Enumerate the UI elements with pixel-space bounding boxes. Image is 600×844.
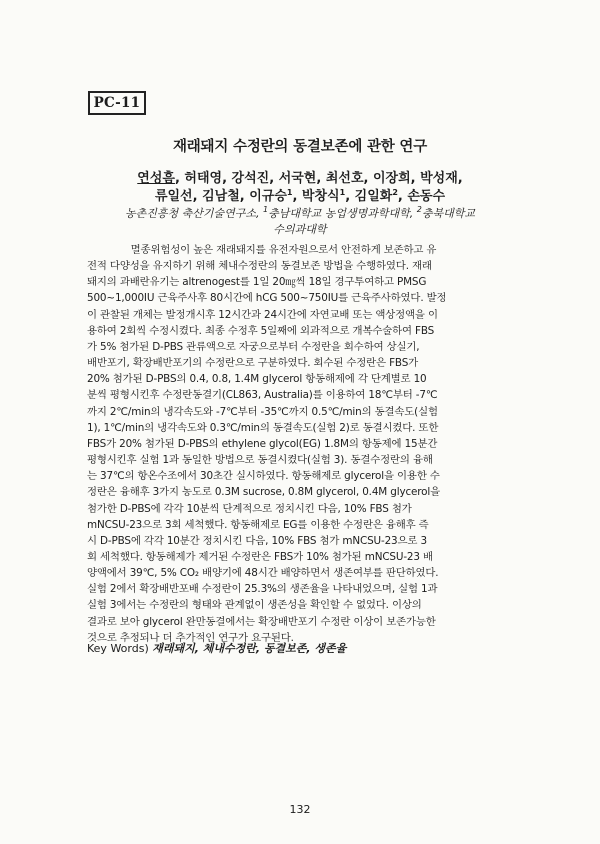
abstract-line: 결과로 보아 glycerol 완만동결에서는 확장배반포기 수정란 이상이 보존가능한 (87, 615, 436, 628)
keywords-terms: 재래돼지, 체내수정란, 동결보존, 생존율 (152, 642, 347, 655)
author-line-2-part-b: , 박창식 (292, 189, 340, 204)
affiliations (0, 206, 600, 238)
abstract-line: 배반포기, 확장배반포기의 수정란으로 구분하였다. 회수된 수정란은 FBS가 (87, 357, 419, 370)
abstract-line: 첨가한 D-PBS에 각각 10분씩 단계적으로 정치시킨 다음, 10% FBS 첨가 (87, 502, 412, 515)
abstract-line: 멸종위험성이 높은 재래돼지를 유전자원으로서 안전하게 보존하고 유 (130, 244, 437, 256)
abstract-line: 실험 3에서는 수정란의 형태와 관계없이 생존성을 확인할 수 없었다. 이상의 (87, 599, 422, 612)
abstract-line: 가 5% 첨가된 D-PBS 관류액으로 자궁으로부터 수정란을 회수하여 상실기, (87, 340, 420, 353)
abstract-body (87, 242, 519, 646)
abstract-line: 까지 2℃/min의 냉각속도와 -7℃부터 -35℃까지 0.5℃/min의 동결속도(실험 (87, 405, 438, 418)
abstract-line: mNCSU-23으로 3회 세척했다. 항동해제로 EG를 이용한 수정란은 융해후 즉 (87, 518, 429, 531)
affiliation-mark: 2 (416, 205, 422, 214)
abstract-code: PC-11 (93, 95, 141, 111)
abstract-line: 정란은 융해후 3가지 농도로 0.3M sucrose, 0.8M glycerol, 0.4M glycerol을 (87, 486, 440, 499)
affiliation-mark: 1 (263, 205, 269, 214)
abstract-line: 것으로 추정되나 더 추가적인 연구가 요구된다. (87, 631, 294, 644)
author-line-2-part-a: 류일선, 김남철, 이규승 (154, 189, 287, 204)
abstract-line: 이 관찰된 개체는 발정개시후 12시간과 24시간에 자연교배 또는 액상정액을 이 (87, 308, 438, 321)
abstract-line: 500~1,000IU 근육주사후 80시간에 hCG 500~750IU를 근육주사하였다. 발정 (87, 292, 447, 305)
abstract-line: 회 세척했다. 항동해제가 제거된 수정란은 FBS가 10% 첨가된 mNCSU-23 배 (87, 550, 433, 563)
abstract-line: FBS가 20% 첨가된 D-PBS의 ethylene glycol(EG) 1.8M의 항동제에 15분간 (87, 437, 438, 450)
first-author: 연성흠 (137, 171, 175, 186)
paper-title: 재래돼지 수정란의 동결보존에 관한 연구 (172, 139, 428, 155)
affiliation-line-1 (0, 206, 600, 222)
abstract-line: 는 37℃의 항온수조에서 30초간 실시하였다. 항동해제로 glycerol을 이용한 수 (87, 470, 440, 483)
author-list (0, 170, 600, 206)
abstract-line: 분씩 평형시킨후 수정란동결기(CL863, Australia)를 이용하여 18℃부터 -7℃ (87, 389, 438, 402)
affiliation-part-c: 충북대학교 (421, 207, 475, 220)
author-line-2 (0, 188, 600, 206)
abstract-line: 돼지의 과배란유기는 altrenogest를 1일 20㎎씩 18일 경구투여하고 PMSG (87, 276, 427, 289)
abstract-line: 시 D-PBS에 각각 10분간 정치시킨 다음, 10% FBS 첨가 mNCSU-23으로 3 (87, 534, 427, 547)
author-line-1-rest: , 허태영, 강석진, 서국현, 최선호, 이장희, 박성재, (174, 171, 463, 186)
abstract-line: 20% 첨가된 D-PBS의 0.4, 0.8, 1.4M glycerol 항동해제에 각 단계별로 10 (87, 373, 427, 386)
abstract-line: 1), 1℃/min의 냉각속도와 0.3℃/min의 동결속도(실험 2)로 동결시켰다. 또한 (87, 421, 439, 434)
abstract-line: 평형시킨후 실험 1과 동일한 방법으로 동결시켰다(실험 3). 동결수정란의 융해 (87, 454, 433, 467)
affiliation-part-a: 농촌진흥청 축산기술연구소, (125, 207, 264, 220)
abstract-line: 실험 2에서 확장배반포배 수정란이 25.3%의 생존율을 나타내었으며, 실험 1과 (87, 583, 438, 596)
author-affil-mark: 2 (392, 188, 398, 197)
author-line-2-part-d: , 손동수 (397, 189, 446, 204)
author-line-1 (0, 170, 600, 188)
affiliation-part-b: 충남대학교 농업생명과학대학, (268, 207, 417, 220)
keywords (87, 640, 346, 656)
abstract-code-box (88, 91, 146, 115)
affiliation-line-2: 수의과대학 (273, 223, 327, 236)
author-line-2-part-c: , 김일화 (345, 189, 393, 204)
author-affil-mark: 1 (286, 188, 293, 197)
page-number: 132 (289, 803, 311, 816)
author-affil-mark: 1 (339, 188, 346, 197)
abstract-line: 용하여 2회씩 수정시켰다. 최종 수정후 5일째에 외과적으로 개복수술하여 FBS (87, 324, 435, 337)
abstract-line: 전적 다양성을 유지하기 위해 체내수정란의 동결보존 방법을 수행하였다. 재래 (87, 260, 432, 273)
abstract-line: 양액에서 39℃, 5% CO₂ 배양기에 48시간 배양하면서 생존여부를 판단하였다. (87, 567, 439, 580)
keywords-label: Key Words) (87, 642, 153, 655)
